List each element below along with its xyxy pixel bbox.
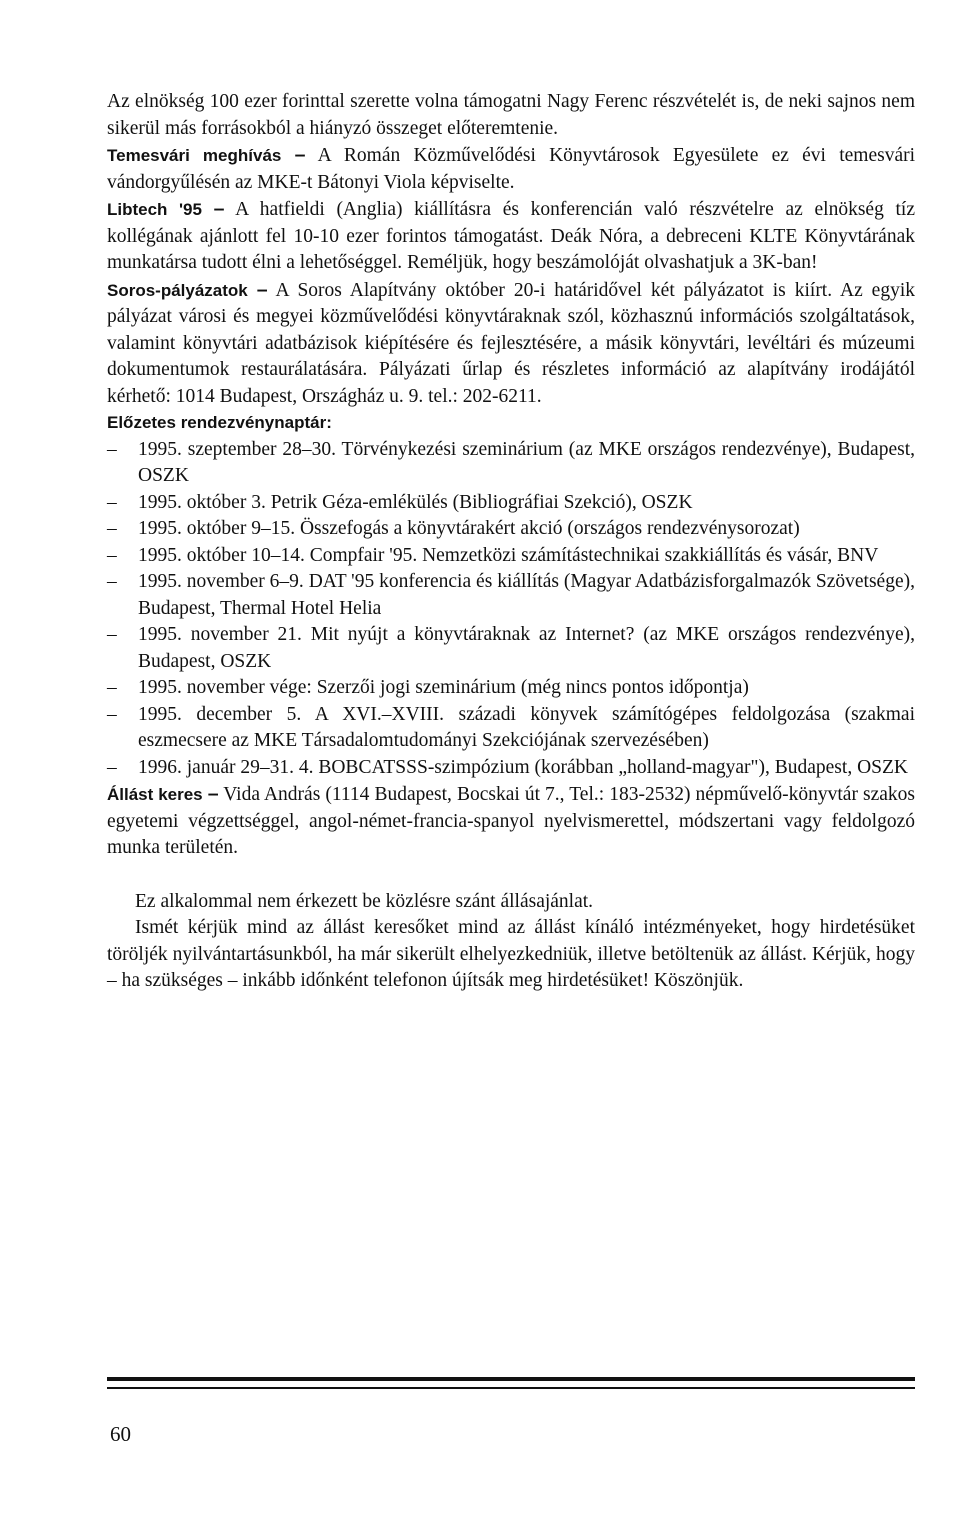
list-bullet: – [107,624,117,645]
list-item [107,516,915,543]
event-text: 1996. január 29–31. 4. BOBCATSSS-szimpózium (korábban „holland-magyar"), Budapest, OSZK [138,756,908,778]
list-bullet: – [107,756,117,778]
list-item [107,569,915,622]
event-text: 1995. október 3. Petrik Géza-emlékülés (Bibliográfiai Szekció), OSZK [138,491,693,513]
paragraph-job-seeker [107,781,915,862]
paragraph-support-text: Az elnökség 100 ezer forinttal szerette volna támogatni Nagy Ferenc részvételét is, de neki sajnos nem sikerül más forrásokból a hiányzó összeget előteremtenie. [107,91,915,139]
list-item [107,755,915,782]
libtech-text: A hatfieldi (Anglia) kiállításra és konferencián való részvételre az elnökség tíz kollégának ajánlott fel 10-10 ezer forintos támogatást. Deák Nóra, a debreceni KLTE Könyvtárának munkatársa tudott élni a lehetőséggel. Reméljük, hogy beszámolóját olvashatjuk a 3K-ban! [107,199,915,273]
events-list [107,437,915,782]
job-text: Vida András (1114 Budapest, Bocskai út 7., Tel.: 183-2532) népművelő-könyvtár szakos egyetemi végzettséggel, angol-német-francia-spanyol nyelvismerettel, módszertani vagy feldolgozó munka területén. [107,784,915,858]
list-bullet: – [107,677,117,698]
job-lead: Állást keres [107,785,203,804]
list-bullet: – [107,491,117,513]
footer-rule-thick [107,1377,915,1381]
event-text: 1995. december 5. A XVI.–XVIII. századi könyvek számítógépes feldolgozása (szakmai eszmecsere az MKE Társadalomtudományi Szekciójának szervezésében) [138,703,915,751]
list-item [107,675,915,702]
paragraph-soros [107,277,915,411]
page-number: 60 [110,1422,131,1446]
paragraph-support [107,89,915,142]
temesvar-dash: – [294,144,306,166]
document-page [107,89,915,995]
event-text: 1995. november 6–9. DAT '95 konferencia és kiállítás (Magyar Adatbázisforgalmazók Szövetsége), Budapest, Thermal Hotel Helia [138,571,915,619]
list-item [107,490,915,517]
paragraph-request: Ismét kérjük mind az állást keresőket mind az állást kínáló intézményeket, hogy hirdetésüket töröljék nyilvántartásunkból, ha már sikerült elhelyezkedniük, illetve betöltenük az állást. Kérjük, hogy – ha szükséges – inkább időnként telefonon újítsák meg hirdetésüket! Köszönjük. [107,917,915,991]
temesvar-lead: Temesvári meghívás [107,146,282,165]
list-bullet: – [107,438,117,460]
libtech-lead: Libtech '95 [107,200,202,219]
list-bullet: – [107,518,117,539]
list-bullet: – [107,571,117,592]
paragraph-temesvar [107,142,915,196]
event-text: 1995. november 21. Mit nyújt a könyvtáraknak az Internet? (az MKE országos rendezvénye), Budapest, OSZK [138,624,915,672]
event-text: 1995. szeptember 28–30. Törvénykezési szeminárium (az MKE országos rendezvénye), Budapest, OSZK [138,438,915,486]
footer-rule-thin [107,1387,915,1389]
list-item [107,702,915,755]
list-bullet: – [107,703,117,725]
temesvar-text: A Román Közművelődési Könyvtárosok Egyesülete ez évi temesvári vándorgyűlésén az MKE-t Bátonyi Viola képviselte. [107,145,916,193]
event-text: 1995. október 9–15. Összefogás a könyvtárakért akció (országos rendezvénysorozat) [138,518,800,539]
list-item [107,437,915,490]
soros-lead: Soros-pályázatok [107,280,248,300]
event-text: 1995. október 10–14. Compfair '95. Nemzetközi számítástechnikai szakkiállítás és vásár, BNV [138,544,879,566]
soros-text: A Soros Alapítvány október 20-i határidővel két pályázatot is kiírt. Az egyik pályázat városi és megyei közművelődési könyvtáraknak szól, közhasznú információs szolgáltatások, valamint könyvtári adatbázisok kiépítésére és fejlesztésére, a másik könyvtári, levéltári és múzeumi dokumentumok restaurálatására. Pályázati űrlap és részletes információ az alapítvány irodájától kérhető: 1014 Budapest, Országház u. 9. tel.: 202-6211. [107,279,915,407]
job-dash: – [207,783,219,805]
list-bullet: – [107,544,117,566]
list-item [107,543,915,570]
event-text: 1995. november vége: Szerzői jogi szeminárium (még nincs pontos időpontja) [138,677,749,698]
paragraph-libtech [107,196,915,277]
paragraph-no-offers: Ez alkalommal nem érkezett be közlésre szánt állásajánlat. [135,890,594,912]
list-item [107,622,915,675]
soros-dash: – [256,278,268,301]
libtech-dash: – [213,198,225,220]
spacer [107,862,915,889]
events-heading: Előzetes rendezvénynaptár: [107,413,332,432]
